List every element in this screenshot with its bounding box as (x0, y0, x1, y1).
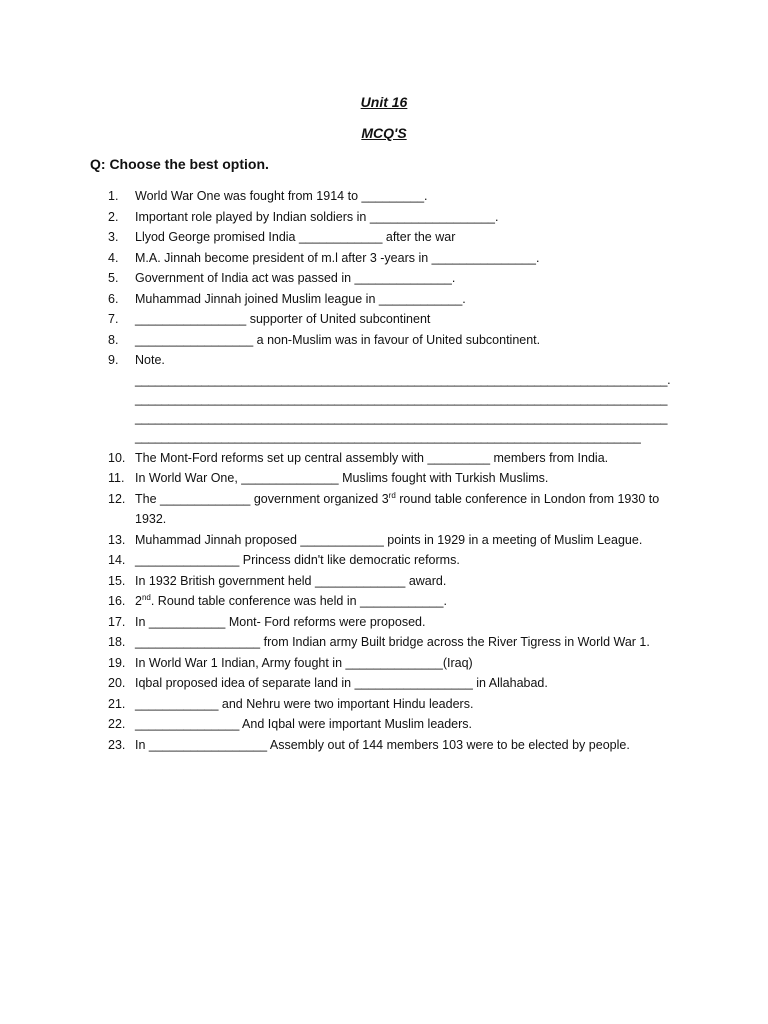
question-item (108, 207, 688, 228)
question-text: Iqbal proposed idea of separate land in _________________ in Allahabad. (135, 676, 548, 691)
question-number: 3. (108, 230, 119, 244)
question-number: 23. (108, 737, 126, 752)
question-item (108, 227, 688, 248)
question-number: 4. (108, 250, 119, 265)
note-line: ________________________________________________________________________________ (135, 391, 668, 406)
question-text: Llyod George promised India ____________ after the war (135, 230, 456, 244)
question-text-part: round table conference in London from 1930 to 1932. (135, 491, 660, 527)
question-item (108, 289, 688, 310)
question-text: The Mont-Ford reforms set up central assembly with _________ members from India. (135, 450, 609, 465)
question-text (135, 489, 688, 530)
question-text: __________________ from Indian army Built bridge across the River Tigress in World War 1. (135, 635, 650, 650)
question-text: _______________ Princess didn't like democratic reforms. (135, 553, 460, 568)
unit-title: Unit 16 (360, 94, 408, 110)
instruction-heading: Q: Choose the best option. (90, 156, 269, 172)
question-number: 9. (108, 353, 119, 367)
question-number: 14. (108, 553, 126, 568)
mcq-subtitle: MCQ'S (361, 125, 407, 141)
question-number: 22. (108, 717, 126, 732)
question-number: 11. (108, 471, 125, 486)
question-item (108, 571, 688, 592)
question-number: 13. (108, 532, 126, 547)
question-text: Government of India act was passed in ______________. (135, 271, 456, 285)
question-text-part: The _____________ government organized 3 (135, 491, 389, 506)
question-number: 8. (108, 332, 119, 347)
question-text: ________________ supporter of United subcontinent (135, 312, 431, 326)
question-number: 2. (108, 209, 119, 224)
question-text: In _________________ Assembly out of 144 members 103 were to be elected by people. (135, 737, 630, 752)
question-text: In ___________ Mont- Ford reforms were proposed. (135, 614, 426, 629)
question-text: ____________ and Nehru were two important Hindu leaders. (135, 696, 474, 711)
ordinal-suffix: rd (388, 490, 396, 500)
question-item (108, 612, 688, 633)
question-item (108, 309, 688, 330)
question-item (108, 735, 688, 756)
question-number: 12. (108, 491, 126, 506)
question-item (108, 330, 688, 351)
question-text: In World War One, ______________ Muslims fought with Turkish Muslims. (135, 471, 549, 486)
question-text: _______________ And Iqbal were important Muslim leaders. (135, 717, 473, 732)
question-text: _________________ a non-Muslim was in favour of United subcontinent. (135, 332, 541, 347)
question-number: 19. (108, 655, 126, 670)
question-item (108, 448, 688, 469)
question-number: 16. (108, 594, 126, 609)
question-number: 10. (108, 450, 126, 465)
question-number: 6. (108, 291, 119, 306)
ordinal-suffix: nd (141, 593, 151, 603)
question-number: 7. (108, 312, 119, 326)
question-number: 21. (108, 696, 126, 711)
question-text-part: 2 (135, 594, 142, 609)
note-line: ________________________________________________________________________________. (135, 372, 671, 387)
question-item (108, 653, 688, 674)
question-text: Muhammad Jinnah proposed ____________ points in 1929 in a meeting of Muslim League. (135, 532, 643, 547)
question-item (108, 673, 688, 694)
question-list (108, 186, 688, 755)
question-text: Important role played by Indian soldiers in __________________. (135, 209, 499, 224)
question-number: 18. (108, 635, 126, 650)
question-text: Note. (135, 353, 165, 367)
question-text: Muhammad Jinnah joined Muslim league in ____________. (135, 291, 466, 306)
question-item (108, 268, 688, 289)
question-number: 1. (108, 189, 119, 203)
question-text: In World War 1 Indian, Army fought in ______________(Iraq) (135, 655, 473, 670)
question-item (108, 550, 688, 571)
question-number: 20. (108, 676, 126, 691)
question-text: M.A. Jinnah become president of m.l after 3 -years in _______________. (135, 250, 540, 265)
question-item (108, 694, 688, 715)
question-text-part: . Round table conference was held in ____________. (150, 594, 447, 609)
question-text (135, 591, 688, 612)
question-item (108, 530, 688, 551)
question-text: In 1932 British government held _____________ award. (135, 573, 447, 588)
question-item (108, 186, 688, 207)
note-line: ____________________________________________________________________________ (135, 430, 641, 445)
question-number: 17. (108, 614, 126, 629)
question-item (108, 632, 688, 653)
question-item (108, 248, 688, 269)
question-item (108, 714, 688, 735)
question-item (108, 591, 688, 612)
question-item (108, 468, 688, 489)
question-item (108, 350, 688, 371)
question-item (108, 489, 688, 530)
question-number: 15. (108, 573, 126, 588)
question-number: 5. (108, 271, 119, 285)
note-answer-lines (135, 371, 688, 448)
question-text: World War One was fought from 1914 to _________. (135, 189, 428, 203)
note-line: ________________________________________________________________________________ (135, 411, 668, 426)
